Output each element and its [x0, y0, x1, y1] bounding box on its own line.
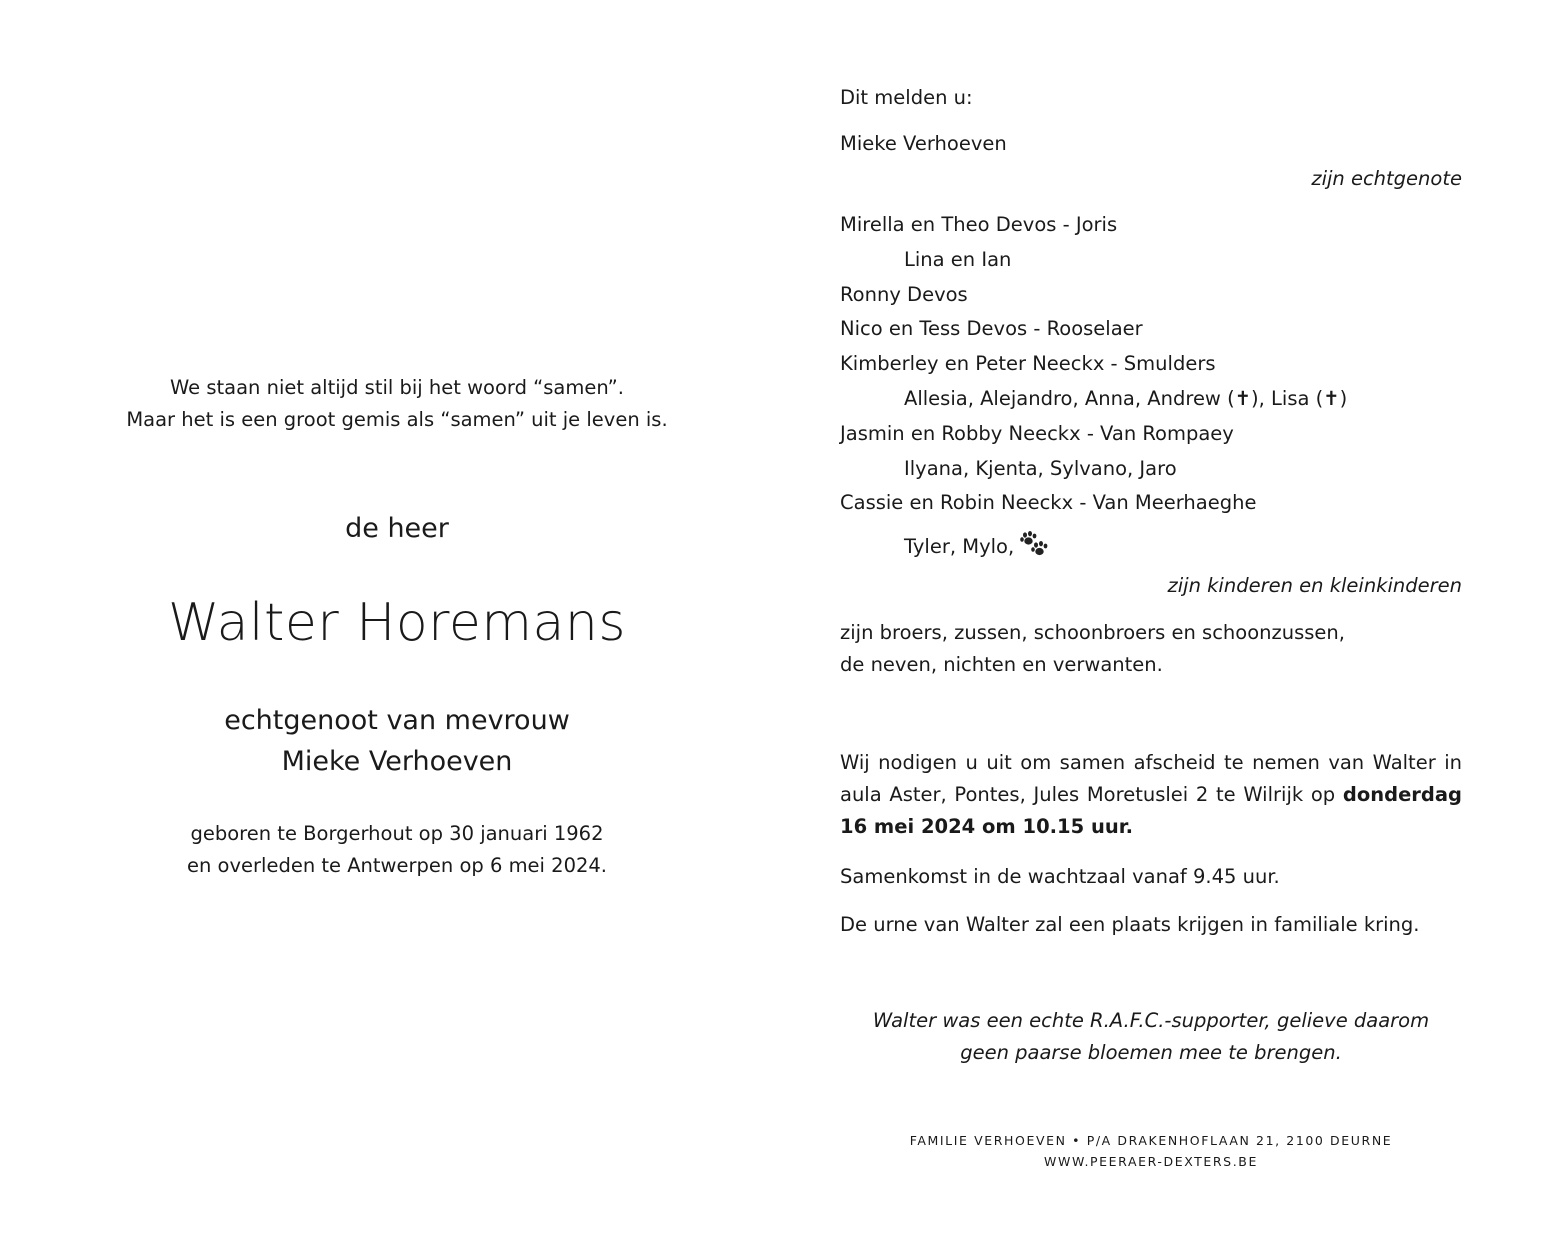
family-line-1: Mirella en Theo Devos - Joris [840, 213, 1118, 236]
deceased-name: Walter Horemans [168, 593, 626, 653]
family-line-8: Ilyana, Kjenta, Sylvano, Jaro [904, 457, 1177, 480]
children-role: zijn kinderen en kleinkinderen [1167, 574, 1462, 597]
closing-line-2: geen paarse bloemen mee te brengen. [960, 1041, 1342, 1064]
spouse-name: Mieke Verhoeven [840, 132, 1007, 155]
gathering-text: Samenkomst in de wachtzaal vanaf 9.45 uur. [840, 865, 1280, 888]
invitation-date-time: donderdag 16 mei 2024 om 10.15 uur. [840, 783, 1462, 838]
intro-text: Dit melden u: [840, 86, 973, 109]
cross-icon: ✝ [1234, 387, 1252, 410]
birth-death-dates [100, 818, 694, 882]
opening-quote [100, 372, 694, 436]
family-line-3: Ronny Devos [840, 283, 968, 306]
footer-website: WWW.PEERAER-DEXTERS.BE [1044, 1154, 1258, 1169]
grandchildren-text-b: ), Lisa ( [1251, 387, 1324, 410]
closing-note [818, 1005, 1484, 1069]
paw-prints-icon [1020, 531, 1048, 562]
family-line-5: Kimberley en Peter Neeckx - Smulders [840, 352, 1216, 375]
family-line-4: Nico en Tess Devos - Rooselaer [840, 317, 1143, 340]
grandchildren-text-a: Allesia, Alejandro, Anna, Andrew ( [904, 387, 1235, 410]
footer-address: FAMILIE VERHOEVEN • P/A DRAKENHOFLAAN 21, 2100 DEURNE [909, 1133, 1393, 1148]
name-prefix: de heer [345, 513, 449, 544]
relatives-line-2: de neven, nichten en verwanten. [840, 653, 1163, 676]
quote-line-1: We staan niet altijd stil bij het woord “samen”. [170, 376, 624, 399]
birth-line: geboren te Borgerhout op 30 januari 1962 [190, 822, 604, 845]
quote-line-2: Maar het is een groot gemis als “samen” uit je leven is. [126, 408, 668, 431]
family-line-2: Lina en Ian [904, 248, 1012, 271]
relatives-line-1: zijn broers, zussen, schoonbroers en schoonzussen, [840, 621, 1345, 644]
family-line-10 [904, 531, 1048, 562]
urn-text: De urne van Walter zal een plaats krijgen in familiale kring. [840, 913, 1420, 936]
death-line: en overleden te Antwerpen op 6 mei 2024. [186, 854, 607, 877]
spouse-line-2: Mieke Verhoeven [281, 746, 513, 777]
family-line-7: Jasmin en Robby Neeckx - Van Rompaey [840, 422, 1234, 445]
invitation-paragraph [840, 747, 1462, 843]
relatives [840, 617, 1462, 681]
spouse-line-1: echtgenoot van mevrouw [224, 705, 570, 736]
spouse-info [100, 700, 694, 782]
cross-icon: ✝ [1323, 387, 1340, 410]
grandchildren-text-c: ) [1339, 387, 1348, 410]
family-line-9: Cassie en Robin Neeckx - Van Meerhaeghe [840, 491, 1257, 514]
family-line-6 [904, 387, 1347, 410]
spouse-role: zijn echtgenote [1311, 167, 1462, 190]
footer [818, 1130, 1484, 1172]
great-grandchildren-text: Tyler, Mylo, [904, 535, 1015, 558]
invitation-text: Wij nodigen u uit om samen afscheid te nemen van Walter in aula Aster, Pontes, Jules Moretuslei 2 te Wilrijk op [840, 751, 1462, 806]
right-panel [840, 0, 1462, 1253]
left-panel [100, 0, 694, 1253]
closing-line-1: Walter was een echte R.A.F.C.-supporter, gelieve daarom [872, 1009, 1430, 1032]
